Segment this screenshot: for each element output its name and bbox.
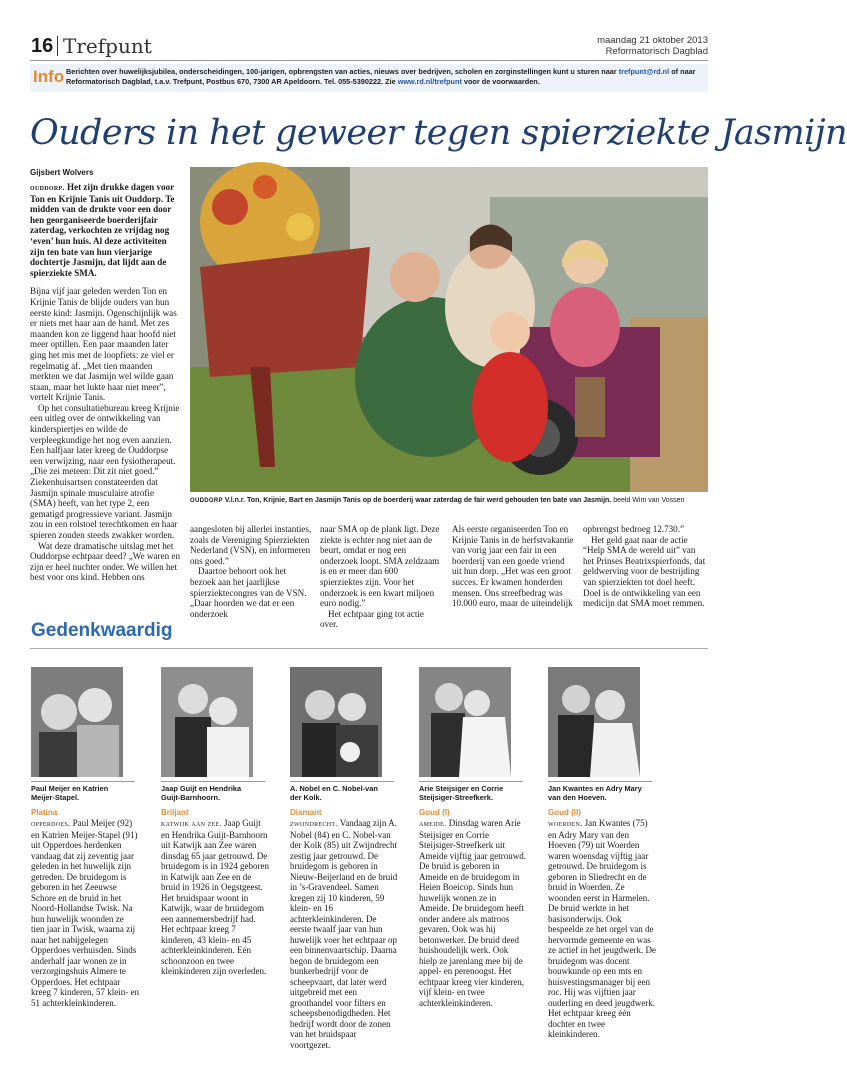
gedenk-names: A. Nobel en C. Nobel-van der Kolk. <box>290 784 378 802</box>
family-photo-illustration <box>190 167 708 492</box>
issue-date: maandag 21 oktober 2013 <box>597 35 708 46</box>
article-column-4 <box>452 524 574 609</box>
gedenk-place: woerden. <box>548 819 583 828</box>
info-text-1: Berichten over huwelijksjubilea, onderscheidingen, 100-jarigen, opbrengsten van acties, nieuws over bedrijven, scholen en zorginstellingen kunt u sturen naar <box>66 67 619 76</box>
page-number: 16 <box>31 35 54 57</box>
gedenk-category: Goud (I) <box>419 808 450 817</box>
couple-photo-illustration <box>290 667 382 777</box>
gedenk-body: Jan Kwantes (75) en Adry Mary van den Hoeven (79) uit Woerden waren woensdag vijftig jaar getrouwd. De bruidegom is geboren in Sliedrecht en de bruid in Woerden. Ze woonden eerst in Harmelen. De bruid werkte in het basisonderwijs. Ook bespeelde ze het orgel van de hervormde gemeente en was ze actief in het jeugdwerk. De bruidegom was docent bouwkunde op een mts en huisvestingsmanager bij een roc. Hij was vijftien jaar ouderling en deed jeugdwerk. Het echtpaar kreeg één dochter en twee kleinkinderen. <box>548 818 656 1039</box>
info-url-link[interactable]: www.rd.nl/trefpunt <box>397 77 462 86</box>
gedenk-item-2 <box>161 667 265 782</box>
caption-tag: ouddorp <box>190 495 223 504</box>
article-paragraph: Het echtpaar ging tot actie over. <box>320 608 424 630</box>
dateline: ouddorp. <box>30 183 65 192</box>
article-column-3 <box>320 524 442 630</box>
header-dateline <box>597 35 708 57</box>
photo-credit: beeld Wim van Vossen <box>613 497 685 504</box>
section-rule <box>30 648 708 649</box>
article-paragraph: Wat deze dramatische uitslag met het Ouddorpse echtpaar deed? „We waren en zijn er heel nuchter onder. We willen het best voor ons kind. Hebben ons <box>30 540 180 583</box>
article-paragraph: Daartoe behoort ook het bezoek aan het jaarlijkse spierziektecongres van de VSN. „Daar hoorden we dat er een onderzoek <box>190 566 307 619</box>
gedenk-place: katwijk aan zee. <box>161 819 222 828</box>
couple-photo <box>419 667 511 777</box>
article-headline: Ouders in het geweer tegen spierziekte Jasmijn <box>30 113 847 153</box>
caption-text: V.l.n.r. Ton, Krijnie, Bart en Jasmijn Tanis op de boerderij waar zaterdag de fair werd gehouden ten bate van Jasmijn. <box>222 497 612 504</box>
gedenk-item-3 <box>290 667 394 782</box>
gedenk-category: Platina <box>31 808 58 817</box>
article-photo <box>190 167 708 492</box>
header-divider <box>57 36 58 56</box>
header-rule <box>30 60 708 61</box>
info-label: Info <box>33 67 65 86</box>
article-paragraph: opbrengst bedroeg 12.730.” <box>583 524 685 534</box>
couple-photo <box>548 667 640 777</box>
gedenk-body: Vandaag zijn A. Nobel (84) en C. Nobel-van der Kolk (85) uit Zwijndrecht zestig jaar getrouwd. De bruidegom is geboren in Nieuw-Beijerland en de bruid in ’s-Gravendeel. Samen kregen zij 10 kinderen, 59 klein- en 16 achterkleinkinderen. De eerste twaalf jaar van hun huwelijk voer het echtpaar op een binnenvaartschip. Daarna begon de bruidegom een bunkerbedrijf voor de scheepvaart, dat later werd uitgebreid met een groothandel voor filters en scheepsbenodigdheden. Het bedrijf wordt door de zonen van het bruidspaar voortgezet. <box>290 818 398 1050</box>
article-paragraph: aangesloten bij allerlei instanties, zoals de Vereniging Spierziekten Nederland (VSN), en informeren ons goed.” <box>190 524 312 566</box>
gedenk-category: Briljant <box>161 808 189 817</box>
couple-photo-illustration <box>548 667 640 777</box>
gedenk-text <box>548 818 656 1040</box>
item-rule <box>161 781 265 782</box>
article-paragraph: Het geld gaat naar de actie “Help SMA de wereld uit” van het Prinses Beatrixspierfonds, dat geldwerving voor de bestrijding van spierziekten tot doel heeft. Doel is de ontwikkeling van een medicijn dat SMA moet remmen. <box>583 534 706 609</box>
gedenk-category: Goud (II) <box>548 808 581 817</box>
couple-photo-illustration <box>419 667 511 777</box>
info-email-link[interactable]: trefpunt@rd.nl <box>618 67 670 76</box>
gedenk-body: Jaap Guijt en Hendrika Guijt-Barnhoorn uit Katwijk aan Zee waren dinsdag 65 jaar getrouwd. De bruidegom is in 1924 geboren in Katwijk aan Zee en de bruid in 1926 in Oegstgeest. Het bruidspaar woont in Katwijk, waar de bruidegom een aannemersbedrijf had. Het echtpaar kreeg 7 kinderen, 43 klein- en 45 achterkleinkinderen. Eén schoonzoon en twee kleinkinderen zijn overleden. <box>161 818 269 976</box>
couple-photo-illustration <box>161 667 253 777</box>
couple-photo <box>31 667 123 777</box>
item-rule <box>290 781 394 782</box>
item-rule <box>548 781 652 782</box>
photo-caption <box>190 495 708 504</box>
article-paragraph: naar SMA op de plank ligt. Deze ziekte is echter nog niet aan de beurt, omdat er nog een onderzoek loopt. SMA zeldzaam is en er meer dan 600 spierziektes zijn. Voor het onderzoek is een kwart miljoen euro nodig.” <box>320 524 440 609</box>
gedenk-item-4 <box>419 667 523 782</box>
article-column-1 <box>30 182 182 583</box>
gedenk-text <box>161 818 269 977</box>
item-rule <box>419 781 523 782</box>
article-byline: Gijsbert Wolvers <box>30 168 94 177</box>
article-lead <box>30 182 182 278</box>
gedenk-names: Jaap Guijt en Hendrika Guijt-Barnhoorn. <box>161 784 242 802</box>
article-column-5 <box>583 524 708 609</box>
article-paragraph: Op het consultatiebureau kreeg Krijnie een uitleg over de ontwikkeling van kinderspiertjes en wilde de verpleegkundige het nog even aanzien. Een halfjaar later kreeg de Ouddorpse een verwijzing, naar een fysiotherapeut. „Die zei meteen: Dit zit niet goed.” Ziekenhuisartsen constateerden dat Jasmijn spinale musculaire atrofie (SMA) heeft, van het type 2, een gematigd progressieve variant. Jasmijn zou in een rolstoel terechtkomen en haar spieren zouden steeds zwakker worden. <box>30 402 180 540</box>
gedenk-item-5 <box>548 667 652 782</box>
gedenk-place: zwijndrecht. <box>290 819 338 828</box>
gedenk-body: Dinsdag waren Arie Steijsiger en Corrie Steijsiger-Streefkerk uit Ameide vijftig jaar getrouwd. De bruid is geboren in Ameide en de bruidegom in Heien Boeicop. Sinds hun huwelijk wonen ze in Ameide. De bruidegom heeft onder andere als matroos gevaren. Ook was hij betonwerker. De bruid deed huishoudelijk werk. Ook hielp ze jarenlang mee bij de appel- en perenoogst. Het echtpaar kreeg vier kinderen, vijf klein- en twee achterkleinkinderen. <box>419 818 526 1008</box>
couple-photo <box>290 667 382 777</box>
gedenk-text <box>31 818 139 1008</box>
gedenk-place: opperdoes. <box>31 819 71 828</box>
gedenk-text <box>419 818 527 1008</box>
info-text-2: of naar Reformatorisch Dagblad, t.a.v. Trefpunt, Postbus 670, 7300 AR Apeldoorn. Tel. 055-5390222. Zie <box>66 67 696 86</box>
info-text <box>66 67 706 87</box>
lead-text: Het zijn drukke dagen voor Ton en Krijnie Tanis uit Ouddorp. Te midden van de drukte voor een door hen georganiseerde boerderijfair zaterdag, verkochten ze vrijdag nog ‘even’ hun huis. Al deze activiteiten zijn ten bate van hun vierjarige dochtertje Jasmijn, dat lijdt aan de spierziekte SMA. <box>30 182 175 278</box>
couple-photo-illustration <box>31 667 123 777</box>
info-text-3: voor de voorwaarden. <box>461 77 540 86</box>
gedenkwaardig-title: Gedenkwaardig <box>31 620 173 641</box>
gedenk-names: Paul Meijer en Katrien Meijer-Stapel. <box>31 784 109 802</box>
gedenk-text <box>290 818 398 1050</box>
gedenk-place: ameide. <box>419 819 447 828</box>
article-paragraph: Bijna vijf jaar geleden werden Ton en Krijnie Tanis de blijde ouders van hun eerste kind: Jasmijn. Ogenschijnlijk was er niets met haar aan de hand. Met zes maanden kon ze liggend haar hoofd niet meer optillen. Een paar maanden later ging het mis met de loopfiets: ze viel er regelmatig af. „Met tien maanden merkten we dat Jasmijn wel wilde gaan staan, maar het lukte haar niet meer”, vertelt Krijnie Tanis. <box>30 286 177 403</box>
item-rule <box>31 781 135 782</box>
article-column-2 <box>190 524 312 619</box>
gedenk-names: Arie Steijsiger en Corrie Steijsiger-Streefkerk. <box>419 784 504 802</box>
newspaper-name: Reformatorisch Dagblad <box>605 46 708 57</box>
article-paragraph: Als eerste organiseerden Ton en Krijnie Tanis in de herfstvakantie van vorig jaar een fair in een boerderij van een goede vriend uit hun dorp. „Het was een groot succes. Er kwamen honderden mensen. Ons streefbedrag was 10.000 euro, maar de uiteindelijk <box>452 524 574 609</box>
couple-photo <box>161 667 253 777</box>
gedenk-names: Jan Kwantes en Adry Mary van den Hoeven. <box>548 784 642 802</box>
section-name: Trefpunt <box>63 34 152 58</box>
gedenk-item-1 <box>31 667 135 782</box>
gedenk-category: Diamant <box>290 808 322 817</box>
gedenk-body: Paul Meijer (92) en Katrien Meijer-Stapel (91) uit Opperdoes herdenken vandaag dat zij zeventig jaar geleden in het huwelijk zijn getreden. De bruidegom is geboren in het Zeeuwse Schore en de bruid in het Noord-Hollandse Twisk. Na hun huwelijk woonden ze tien jaar in Twisk, waarna zij naar het nabijgelegen Opperdoes verhuisden. Sinds anderhalf jaar wonen ze in verzorgingshuis Almere te Opperdoes. Het echtpaar kreeg 7 kinderen, 57 klein- en 51 achterkleinkinderen. <box>31 818 139 1008</box>
